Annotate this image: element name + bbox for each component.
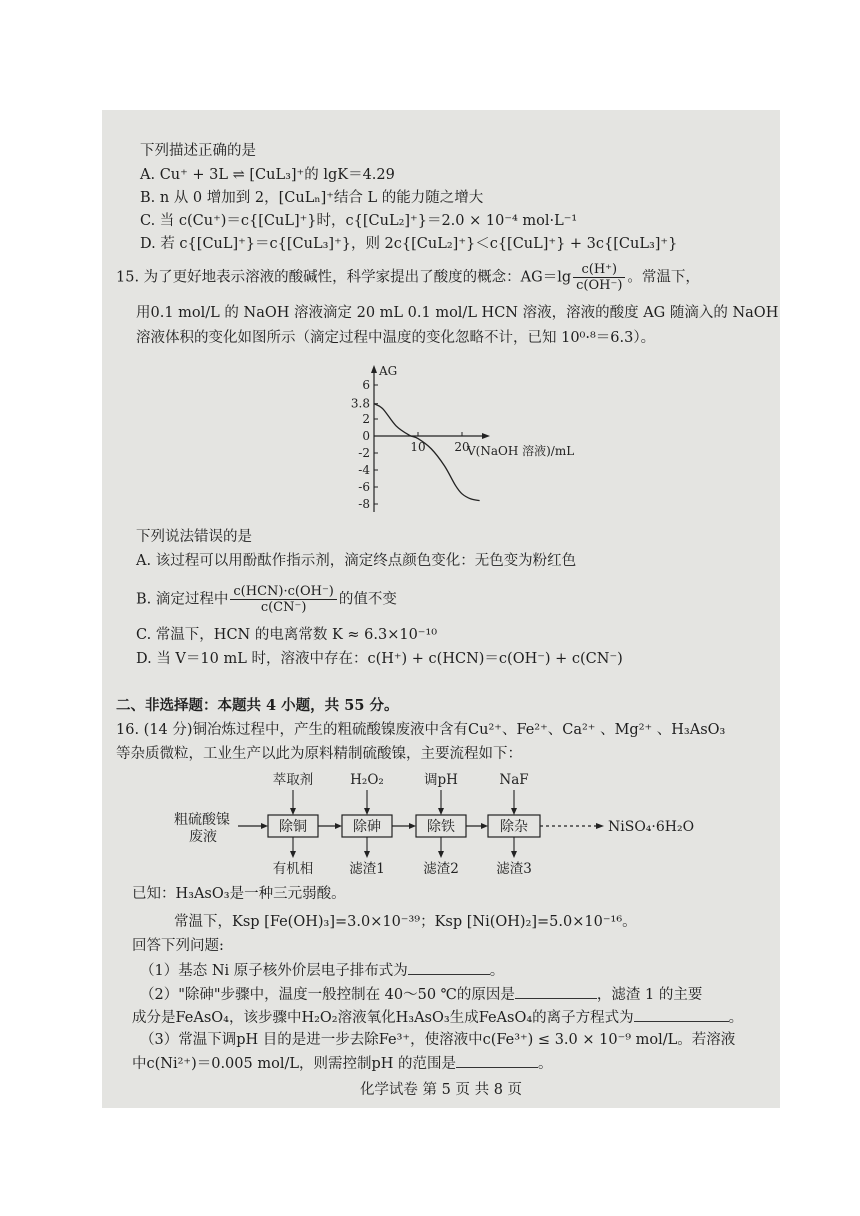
input-label-1: 萃取剂 bbox=[272, 772, 314, 788]
arrow-head-icon bbox=[438, 851, 444, 858]
q15-line2: 用0.1 mol/L 的 NaOH 溶液滴定 20 mL 0.1 mol/L HCN 溶液，溶液的酸度 AG 随滴入的 NaOH bbox=[136, 305, 779, 321]
q15-option-b bbox=[136, 584, 397, 615]
feed-label-line2: 废液 bbox=[189, 829, 217, 845]
q14-option-c: C. 当 c(Cu⁺)＝c{[CuL]⁺}时，c{[CuL₂]⁺}＝2.0 × 10⁻⁴ mol·L⁻¹ bbox=[140, 213, 578, 229]
arrow-head-icon bbox=[481, 823, 488, 829]
arrow-head-icon bbox=[364, 851, 370, 858]
x-tick-label: 10 bbox=[410, 440, 426, 454]
q16-part3-line1: （3）常温下调pH 目的是进一步去除Fe³⁺，使溶液中c(Fe³⁺) ≤ 3.0 × 10⁻⁹ mol/L。若溶液 bbox=[140, 1032, 736, 1048]
x-axis-label: V(NaOH 溶液)/mL bbox=[467, 444, 575, 458]
q16-part2-text-a: （2）"除砷"步骤中，温度一般控制在 40～50 ℃的原因是 bbox=[140, 987, 515, 1003]
arrow-head-icon bbox=[409, 823, 416, 829]
arrow-head-icon bbox=[596, 823, 604, 829]
answer-blank-4[interactable] bbox=[456, 1053, 538, 1068]
q16-part2-line1 bbox=[140, 984, 702, 1005]
x-ticks bbox=[410, 432, 469, 454]
arrow-head-icon bbox=[364, 808, 370, 815]
feed-label-line1: 粗硫酸镍 bbox=[174, 812, 230, 828]
q14-option-b: B. n 从 0 增加到 2，[CuLₙ]⁺结合 L 的能力随之增大 bbox=[140, 190, 484, 206]
q15-line3: 溶液体积的变化如图所示（滴定过程中温度的变化忽略不计，已知 10⁰·⁸＝6.3）。 bbox=[136, 330, 656, 346]
product-label: NiSO₄·6H₂O bbox=[608, 819, 695, 835]
input-label-2: H₂O₂ bbox=[350, 772, 384, 788]
q16-part2-end: 。 bbox=[728, 1010, 744, 1026]
q16-line2: 等杂质微粒，工业生产以此为原料精制硫酸镍，主要流程如下： bbox=[116, 746, 522, 762]
step-label-4: 除杂 bbox=[500, 819, 528, 835]
y-tick-label: -2 bbox=[358, 446, 370, 460]
q15-prompt: 下列说法错误的是 bbox=[136, 529, 252, 545]
ag-titration-chart bbox=[334, 360, 594, 520]
y-tick-label: 3.8 bbox=[350, 396, 370, 411]
q16-line1: 16. (14 分)铜冶炼过程中，产生的粗硫酸镍废液中含有Cu²⁺、Fe²⁺、Ca²⁺ 、Mg²⁺ 、H₃AsO₃ bbox=[116, 722, 726, 738]
y-tick-label: 2 bbox=[362, 412, 370, 426]
b-fraction bbox=[230, 584, 337, 615]
q16-part3-end: 。 bbox=[538, 1056, 553, 1072]
known-1: 已知：H₃AsO₃是一种三元弱酸。 bbox=[132, 886, 346, 902]
arrow-head-icon bbox=[261, 823, 268, 829]
q15-option-b-pre: B. 滴定过程中 bbox=[136, 591, 229, 608]
output-label-1: 有机相 bbox=[272, 861, 314, 877]
ag-numerator: c(H⁺) bbox=[573, 262, 625, 278]
y-tick-label: 6 bbox=[362, 378, 370, 392]
y-tick-label: 0 bbox=[362, 429, 370, 443]
step-label-1: 除铜 bbox=[279, 819, 307, 835]
q16-part3-line2 bbox=[132, 1053, 553, 1074]
answer-blank-2[interactable] bbox=[515, 984, 597, 999]
y-axis-arrow-icon bbox=[371, 365, 377, 373]
q16-part2-line2 bbox=[132, 1007, 743, 1028]
q14-prompt: 下列描述正确的是 bbox=[140, 143, 256, 159]
step-label-3: 除铁 bbox=[427, 819, 455, 835]
arrow-head-icon bbox=[290, 808, 296, 815]
answer-blank-3[interactable] bbox=[634, 1007, 729, 1022]
arrow-head-icon bbox=[290, 851, 296, 858]
answer-prompt: 回答下列问题: bbox=[132, 938, 224, 954]
q15-option-a: A. 该过程可以用酚酞作指示剂，滴定终点颜色变化：无色变为粉红色 bbox=[136, 553, 577, 569]
arrow-head-icon bbox=[511, 851, 517, 858]
q16-part2-text-c: 成分是FeAsO₄，该步骤中H₂O₂溶液氧化H₃AsO₃生成FeAsO₄的离子方程式为 bbox=[132, 1010, 634, 1026]
ag-denominator: c(OH⁻) bbox=[576, 278, 623, 293]
answer-blank-1[interactable] bbox=[408, 960, 490, 975]
arrow-head-icon bbox=[438, 808, 444, 815]
arrow-head-icon bbox=[335, 823, 342, 829]
q15-option-c: C. 常温下，HCN 的电离常数 K ≈ 6.3×10⁻¹⁰ bbox=[136, 627, 438, 643]
input-label-3: 调pH bbox=[424, 772, 458, 788]
q16-part1 bbox=[140, 960, 504, 981]
q16-part3-text-b: 中c(Ni²⁺)＝0.005 mol/L，则需控制pH 的范围是 bbox=[132, 1056, 457, 1072]
q15-intro-start: 15. 为了更好地表示溶液的酸碱性，科学家提出了酸度的概念：AG＝lg bbox=[116, 269, 572, 286]
process-flow-diagram bbox=[162, 770, 762, 880]
step-label-2: 除砷 bbox=[353, 819, 381, 835]
q16-part1-end: 。 bbox=[489, 963, 505, 979]
q15-intro bbox=[116, 262, 700, 293]
q16-part1-text: （1）基态 Ni 原子核外价层电子排布式为 bbox=[140, 963, 408, 979]
arrow-head-icon bbox=[511, 808, 517, 815]
y-axis-label: AG bbox=[379, 364, 398, 378]
output-label-2: 滤渣1 bbox=[349, 861, 385, 877]
output-label-4: 滤渣3 bbox=[496, 861, 532, 877]
x-tick-label: 20 bbox=[454, 440, 470, 454]
q14-option-d: D. 若 c{[CuL]⁺}＝c{[CuL₃]⁺}，则 2c{[CuL₂]⁺}＜c{[CuL]⁺} + 3c{[CuL₃]⁺} bbox=[140, 236, 678, 252]
b-denominator: c(CN⁻) bbox=[260, 600, 307, 615]
y-tick-label: -6 bbox=[358, 480, 370, 494]
known-2: 常温下，Ksp [Fe(OH)₃]=3.0×10⁻³⁹；Ksp [Ni(OH)₂]=5.0×10⁻¹⁶。 bbox=[174, 914, 637, 930]
q15-intro-end: 。常温下， bbox=[627, 269, 700, 286]
exam-page bbox=[102, 110, 780, 1108]
q16-part2-text-b: ，滤渣 1 的主要 bbox=[596, 987, 703, 1003]
output-label-3: 滤渣2 bbox=[423, 861, 459, 877]
y-tick-label: -8 bbox=[358, 497, 370, 511]
page-footer: 化学试卷 第 5 页 共 8 页 bbox=[359, 1082, 523, 1098]
input-label-4: NaF bbox=[499, 772, 529, 788]
ag-fraction bbox=[573, 262, 625, 293]
q15-option-d: D. 当 V＝10 mL 时，溶液中存在：c(H⁺) + c(HCN)＝c(OH⁻) + c(CN⁻) bbox=[136, 651, 623, 667]
b-numerator: c(HCN)·c(OH⁻) bbox=[230, 584, 337, 600]
y-tick-label: -4 bbox=[358, 463, 370, 477]
x-axis-arrow-icon bbox=[482, 433, 490, 439]
section2-title: 二、非选择题：本题共 4 小题，共 55 分。 bbox=[116, 697, 399, 714]
q14-option-a: A. Cu⁺ + 3L ⇌ [CuL₃]⁺的 lgK＝4.29 bbox=[140, 167, 395, 183]
q15-option-b-post: 的值不变 bbox=[338, 591, 397, 608]
